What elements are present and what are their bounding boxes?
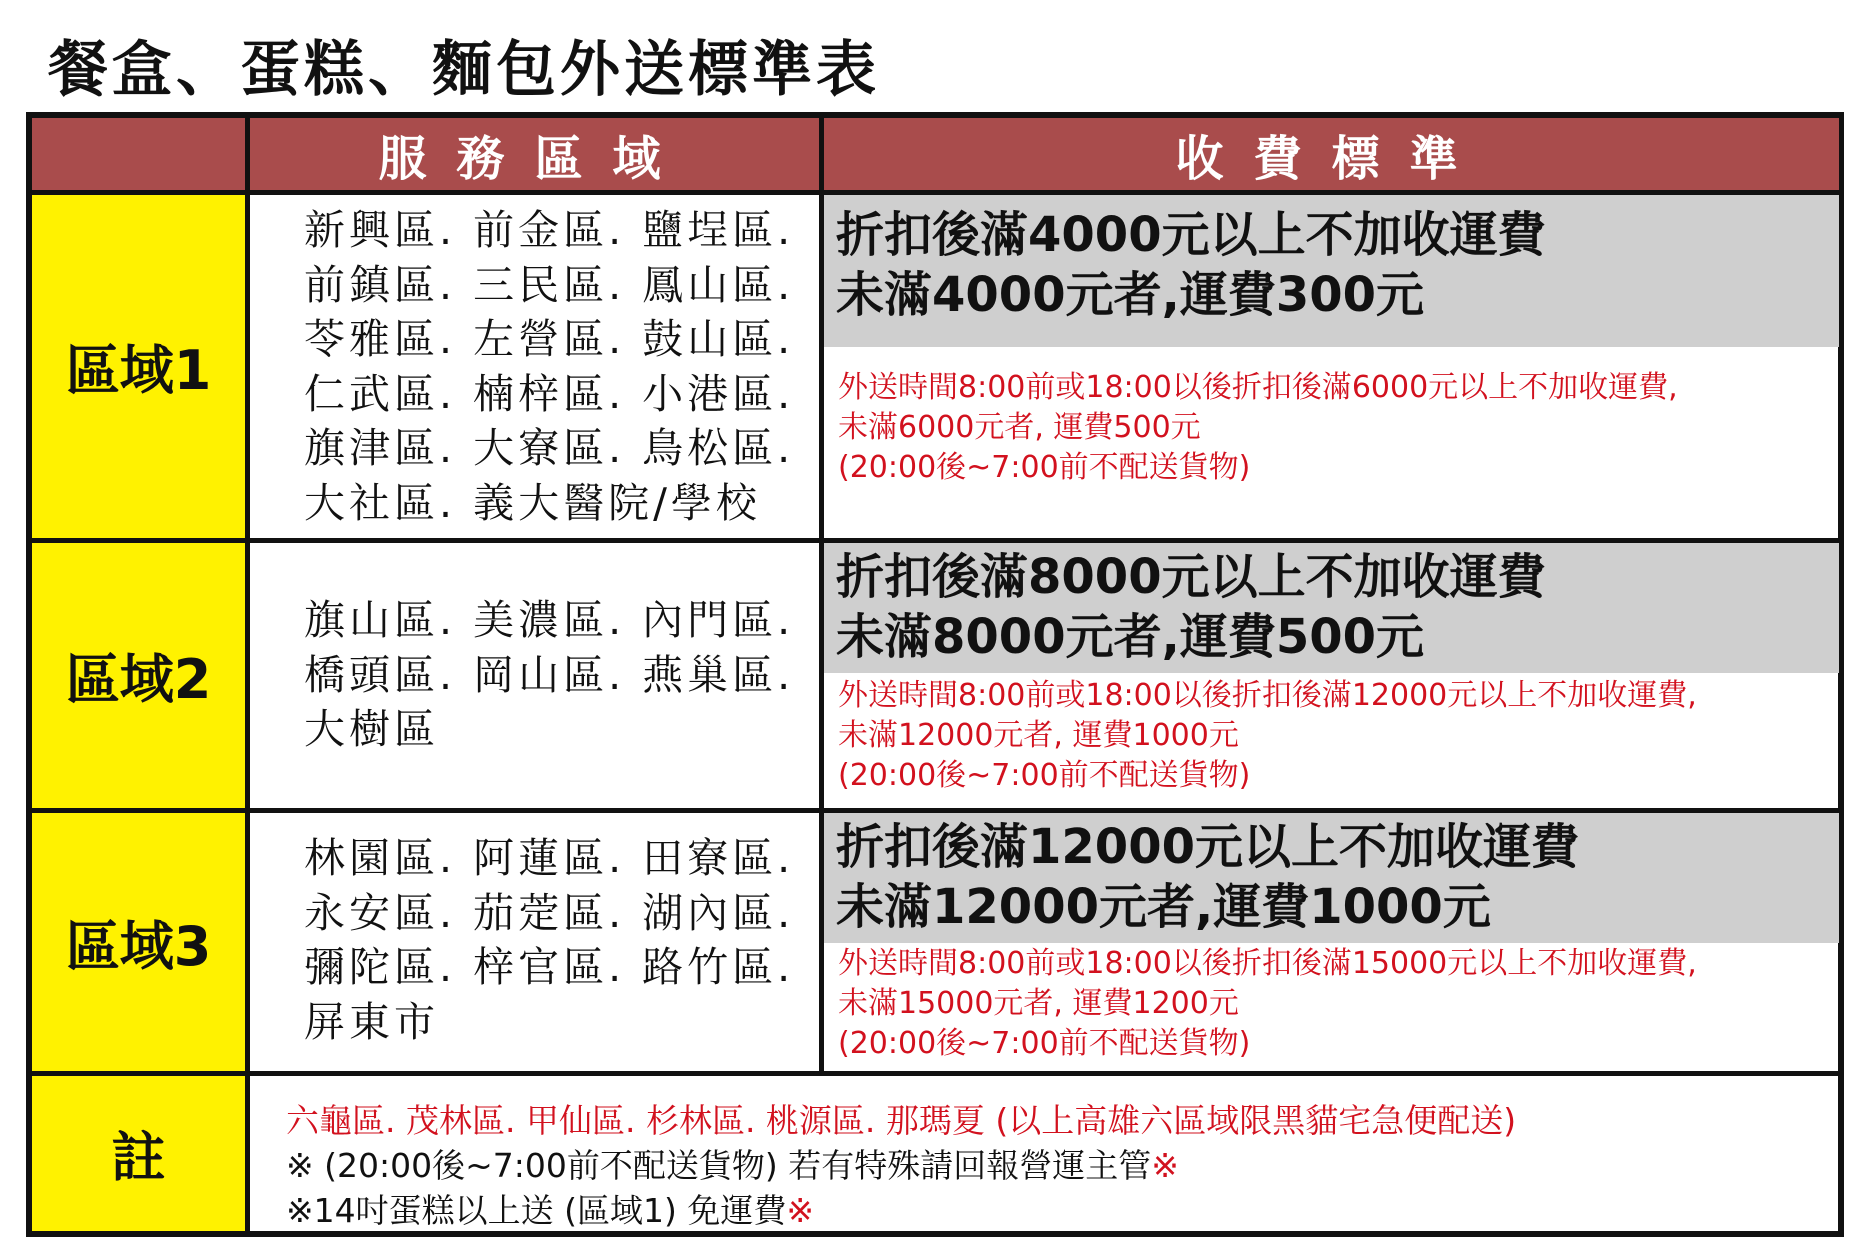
zone-3-areas (250, 813, 819, 1071)
zone-3-text: 區域3 (65, 914, 212, 978)
area-line: 大樹區 (304, 705, 439, 753)
area-line: 旗山區. 美濃區. 內門區. (304, 596, 795, 644)
fee-note-line: (20:00後~7:00前不配送貨物) (838, 1026, 1251, 1061)
fee-note-line: 未滿6000元者, 運費500元 (838, 410, 1201, 445)
zone-2-fee-note (824, 676, 1839, 808)
delivery-fee-table (26, 112, 1844, 1237)
area-line: 橋頭區. 岡山區. 燕巢區. (304, 650, 795, 699)
zone-1-text: 區域1 (65, 339, 212, 402)
note-label-text: 註 (111, 1126, 166, 1189)
grid-line (32, 538, 1839, 543)
grid-line (32, 1071, 1839, 1076)
note-mark: ※ (786, 1191, 815, 1230)
fee-main-line: 折扣後滿12000元以上不加收運費 (836, 819, 1579, 875)
area-line: 永安區. 茄萣區. 湖內區. (304, 888, 795, 937)
fee-note-line: (20:00後~7:00前不配送貨物) (838, 450, 1251, 485)
page-title: 餐盒、蛋糕、麵包外送標準表 (48, 35, 880, 105)
area-line: 前鎮區. 三民區. 鳳山區. (304, 260, 795, 309)
zone-3-fee-note (824, 944, 1839, 1071)
header-service-area (250, 118, 819, 190)
area-line: 苓雅區. 左營區. 鼓山區. (304, 315, 795, 363)
grid-line (819, 118, 824, 1071)
note-line-schedule (286, 1143, 1839, 1188)
zone-1-areas (250, 195, 819, 538)
zone-3-fee-main (824, 813, 1839, 943)
note-mark: ※ (1151, 1146, 1179, 1185)
fee-note-line: (20:00後~7:00前不配送貨物) (838, 758, 1251, 793)
fee-main-line: 未滿4000元者,運費300元 (836, 267, 1425, 323)
fee-main-line: 未滿8000元者,運費500元 (836, 609, 1425, 665)
fee-note-line: 未滿15000元者, 運費1200元 (838, 986, 1239, 1021)
area-line: 新興區. 前金區. 鹽埕區. (304, 206, 795, 254)
header-service-area-text: 服務區域 (378, 130, 691, 187)
zone-1-fee-note (824, 368, 1839, 538)
zone-2-areas (250, 543, 819, 808)
fee-main-line: 未滿12000元者,運費1000元 (836, 879, 1491, 935)
note-line-restricted-areas: 六龜區. 茂林區. 甲仙區. 杉林區. 桃源區. 那瑪夏 (以上高雄六區域限黑貓宅急便配送) (286, 1101, 1517, 1140)
note-label (32, 1076, 245, 1231)
fee-note-line: 外送時間8:00前或18:00以後折扣後滿12000元以上不加收運費, (838, 678, 1697, 713)
zone-2-text: 區域2 (65, 648, 212, 711)
area-line: 屏東市 (304, 997, 439, 1046)
area-line: 仁武區. 楠梓區. 小港區. (304, 369, 795, 418)
area-line: 大社區. 義大醫院/學校 (304, 478, 761, 527)
area-line: 彌陀區. 梓官區. 路竹區. (304, 943, 795, 991)
header-fee-standard (824, 118, 1839, 190)
zone-2-fee-main (824, 543, 1839, 673)
zone-1-label (32, 195, 245, 538)
fee-note-line: 外送時間8:00前或18:00以後折扣後滿15000元以上不加收運費, (838, 946, 1697, 981)
fee-note-line: 未滿12000元者, 運費1000元 (838, 718, 1239, 753)
header-fee-standard-text: 收費標準 (1175, 130, 1488, 187)
note-line-cake (286, 1188, 1839, 1233)
grid-line (32, 808, 1839, 813)
fee-main-line: 折扣後滿8000元以上不加收運費 (836, 549, 1546, 605)
header-blank-cell (32, 118, 245, 190)
note-line-cake-text: ※14吋蛋糕以上送 (區域1) 免運費 (286, 1191, 787, 1230)
fee-main-line: 折扣後滿4000元以上不加收運費 (836, 207, 1546, 263)
fee-note-line: 外送時間8:00前或18:00以後折扣後滿6000元以上不加收運費, (838, 370, 1678, 405)
zone-2-label (32, 543, 245, 808)
zone-3-label (32, 813, 245, 1071)
grid-line (245, 118, 250, 1231)
note-content (250, 1076, 1839, 1231)
zone-1-fee-main (824, 195, 1839, 347)
area-line: 林園區. 阿蓮區. 田寮區. (304, 834, 795, 882)
grid-line (32, 190, 1839, 195)
note-line-schedule-text: ※ (20:00後~7:00前不配送貨物) 若有特殊請回報營運主管 (286, 1146, 1152, 1185)
area-line: 旗津區. 大寮區. 鳥松區. (304, 424, 795, 472)
